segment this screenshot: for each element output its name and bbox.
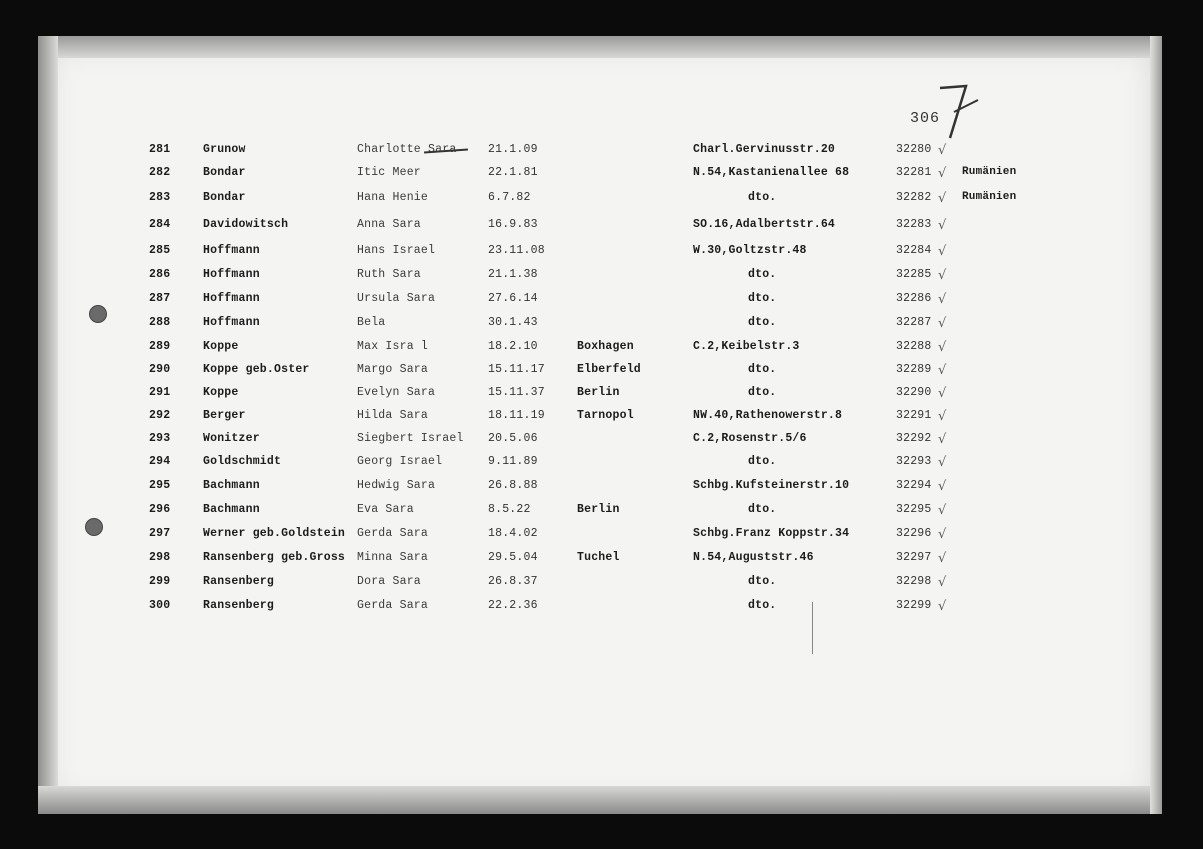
birth-date: 18.2.10 xyxy=(488,340,538,353)
record-id: 32295 xyxy=(896,503,932,516)
record-id: 32280 xyxy=(896,143,932,156)
nationality-note: Rumänien xyxy=(962,166,1017,178)
last-name: Davidowitsch xyxy=(203,218,289,231)
row-number: 282 xyxy=(149,166,171,179)
record-id: 32294 xyxy=(896,479,932,492)
last-name: Berger xyxy=(203,409,246,422)
row-number: 292 xyxy=(149,409,171,422)
last-name: Ransenberg geb.Gross xyxy=(203,551,346,564)
address: W.30,Goltzstr.48 xyxy=(693,244,807,257)
check-mark-icon: √ xyxy=(938,268,947,283)
table-row xyxy=(0,218,1203,240)
check-mark-icon: √ xyxy=(938,363,947,378)
handwritten-page-number xyxy=(932,82,982,142)
check-mark-icon: √ xyxy=(938,316,947,331)
address: C.2,Rosenstr.5/6 xyxy=(693,432,807,445)
row-number: 281 xyxy=(149,143,171,156)
birth-date: 26.8.88 xyxy=(488,479,538,492)
table-row xyxy=(0,575,1203,597)
record-id: 32286 xyxy=(896,292,932,305)
table-row xyxy=(0,363,1203,385)
last-name: Ransenberg xyxy=(203,599,275,612)
record-id: 32299 xyxy=(896,599,932,612)
first-name: Siegbert Israel xyxy=(357,432,464,445)
check-mark-icon: √ xyxy=(938,191,947,206)
nationality-note: Rumänien xyxy=(962,191,1017,203)
row-number: 283 xyxy=(149,191,171,204)
last-name: Koppe xyxy=(203,340,239,353)
page-number: 306 xyxy=(910,110,941,127)
birth-date: 20.5.06 xyxy=(488,432,538,445)
table-row xyxy=(0,503,1203,525)
row-number: 287 xyxy=(149,292,171,305)
record-id: 32291 xyxy=(896,409,932,422)
row-number: 288 xyxy=(149,316,171,329)
check-mark-icon: √ xyxy=(938,292,947,307)
address: SO.16,Adalbertstr.64 xyxy=(693,218,836,231)
record-id: 32296 xyxy=(896,527,932,540)
first-name: Anna Sara xyxy=(357,218,421,231)
birth-date: 21.1.09 xyxy=(488,143,538,156)
last-name: Hoffmann xyxy=(203,244,260,257)
last-name: Hoffmann xyxy=(203,268,260,281)
birth-date: 23.11.08 xyxy=(488,244,545,257)
record-id: 32293 xyxy=(896,455,932,468)
birth-date: 29.5.04 xyxy=(488,551,538,564)
check-mark-icon: √ xyxy=(938,340,947,355)
birth-date: 21.1.38 xyxy=(488,268,538,281)
first-name: Gerda Sara xyxy=(357,599,429,612)
address: dto. xyxy=(748,503,777,516)
table-row xyxy=(0,455,1203,477)
last-name: Wonitzer xyxy=(203,432,260,445)
first-name: Hans Israel xyxy=(357,244,436,257)
check-mark-icon: √ xyxy=(938,551,947,566)
table-row xyxy=(0,386,1203,408)
table-row xyxy=(0,244,1203,266)
last-name: Bachmann xyxy=(203,479,260,492)
first-name: Max Isra l xyxy=(357,340,429,353)
record-id: 32288 xyxy=(896,340,932,353)
address: Schbg.Kufsteinerstr.10 xyxy=(693,479,850,492)
last-name: Grunow xyxy=(203,143,246,156)
birth-place: Elberfeld xyxy=(577,363,641,376)
address: Charl.Gervinusstr.20 xyxy=(693,143,836,156)
record-id: 32283 xyxy=(896,218,932,231)
first-name: Charlotte Sara xyxy=(357,143,457,156)
birth-place: Boxhagen xyxy=(577,340,634,353)
last-name: Goldschmidt xyxy=(203,455,282,468)
address: N.54,Auguststr.46 xyxy=(693,551,814,564)
last-name: Hoffmann xyxy=(203,292,260,305)
row-number: 297 xyxy=(149,527,171,540)
last-name: Hoffmann xyxy=(203,316,260,329)
last-name: Koppe geb.Oster xyxy=(203,363,310,376)
paper-edge-bottom xyxy=(38,786,1162,814)
row-number: 294 xyxy=(149,455,171,468)
birth-date: 18.11.19 xyxy=(488,409,545,422)
record-id: 32290 xyxy=(896,386,932,399)
birth-place: Tarnopol xyxy=(577,409,634,422)
record-id: 32281 xyxy=(896,166,932,179)
row-number: 284 xyxy=(149,218,171,231)
table-row xyxy=(0,551,1203,573)
birth-date: 15.11.37 xyxy=(488,386,545,399)
table-row xyxy=(0,316,1203,338)
birth-place: Berlin xyxy=(577,386,620,399)
table-row xyxy=(0,432,1203,454)
first-name: Minna Sara xyxy=(357,551,429,564)
record-id: 32285 xyxy=(896,268,932,281)
check-mark-icon: √ xyxy=(938,143,947,158)
last-name: Koppe xyxy=(203,386,239,399)
first-name: Hedwig Sara xyxy=(357,479,436,492)
check-mark-icon: √ xyxy=(938,166,947,181)
birth-date: 26.8.37 xyxy=(488,575,538,588)
check-mark-icon: √ xyxy=(938,503,947,518)
check-mark-icon: √ xyxy=(938,527,947,542)
first-name: Evelyn Sara xyxy=(357,386,436,399)
first-name: Bela xyxy=(357,316,386,329)
row-number: 296 xyxy=(149,503,171,516)
birth-date: 9.11.89 xyxy=(488,455,538,468)
address: dto. xyxy=(748,292,777,305)
check-mark-icon: √ xyxy=(938,409,947,424)
table-row xyxy=(0,527,1203,549)
birth-place: Tuchel xyxy=(577,551,620,564)
record-id: 32287 xyxy=(896,316,932,329)
check-mark-icon: √ xyxy=(938,432,947,447)
address: C.2,Keibelstr.3 xyxy=(693,340,800,353)
row-number: 290 xyxy=(149,363,171,376)
address: dto. xyxy=(748,386,777,399)
last-name: Bachmann xyxy=(203,503,260,516)
row-number: 291 xyxy=(149,386,171,399)
record-id: 32292 xyxy=(896,432,932,445)
row-number: 289 xyxy=(149,340,171,353)
record-id: 32284 xyxy=(896,244,932,257)
birth-date: 30.1.43 xyxy=(488,316,538,329)
first-name: Ursula Sara xyxy=(357,292,436,305)
table-row xyxy=(0,143,1203,165)
first-name: Hana Henie xyxy=(357,191,429,204)
paper-edge-top xyxy=(38,36,1162,58)
last-name: Bondar xyxy=(203,166,246,179)
row-number: 285 xyxy=(149,244,171,257)
table-row xyxy=(0,599,1203,621)
address: NW.40,Rathenowerstr.8 xyxy=(693,409,843,422)
record-id: 32298 xyxy=(896,575,932,588)
record-id: 32289 xyxy=(896,363,932,376)
last-name: Bondar xyxy=(203,191,246,204)
birth-date: 6.7.82 xyxy=(488,191,531,204)
first-name: Itic Meer xyxy=(357,166,421,179)
birth-date: 8.5.22 xyxy=(488,503,531,516)
row-number: 300 xyxy=(149,599,171,612)
birth-date: 15.11.17 xyxy=(488,363,545,376)
first-name: Ruth Sara xyxy=(357,268,421,281)
table-row xyxy=(0,166,1203,188)
check-mark-icon: √ xyxy=(938,244,947,259)
record-id: 32297 xyxy=(896,551,932,564)
address: dto. xyxy=(748,575,777,588)
birth-date: 18.4.02 xyxy=(488,527,538,540)
first-name: Eva Sara xyxy=(357,503,414,516)
check-mark-icon: √ xyxy=(938,455,947,470)
row-number: 299 xyxy=(149,575,171,588)
table-row xyxy=(0,409,1203,431)
birth-place: Berlin xyxy=(577,503,620,516)
address: N.54,Kastanienallee 68 xyxy=(693,166,850,179)
table-row xyxy=(0,340,1203,362)
birth-date: 27.6.14 xyxy=(488,292,538,305)
last-name: Werner geb.Goldstein xyxy=(203,527,346,540)
table-row xyxy=(0,268,1203,290)
address: dto. xyxy=(748,316,777,329)
address: dto. xyxy=(748,455,777,468)
first-name: Gerda Sara xyxy=(357,527,429,540)
address: dto. xyxy=(748,363,777,376)
row-number: 295 xyxy=(149,479,171,492)
row-number: 293 xyxy=(149,432,171,445)
first-name: Hilda Sara xyxy=(357,409,429,422)
first-name: Margo Sara xyxy=(357,363,429,376)
row-number: 286 xyxy=(149,268,171,281)
row-number: 298 xyxy=(149,551,171,564)
table-row xyxy=(0,292,1203,314)
record-id: 32282 xyxy=(896,191,932,204)
address: dto. xyxy=(748,268,777,281)
address: Schbg.Franz Koppstr.34 xyxy=(693,527,850,540)
address: dto. xyxy=(748,191,777,204)
first-name: Dora Sara xyxy=(357,575,421,588)
birth-date: 22.2.36 xyxy=(488,599,538,612)
check-mark-icon: √ xyxy=(938,575,947,590)
last-name: Ransenberg xyxy=(203,575,275,588)
table-row xyxy=(0,479,1203,501)
table-row xyxy=(0,191,1203,213)
birth-date: 22.1.81 xyxy=(488,166,538,179)
birth-date: 16.9.83 xyxy=(488,218,538,231)
check-mark-icon: √ xyxy=(938,599,947,614)
first-name: Georg Israel xyxy=(357,455,443,468)
check-mark-icon: √ xyxy=(938,218,947,233)
check-mark-icon: √ xyxy=(938,386,947,401)
address: dto. xyxy=(748,599,777,612)
check-mark-icon: √ xyxy=(938,479,947,494)
